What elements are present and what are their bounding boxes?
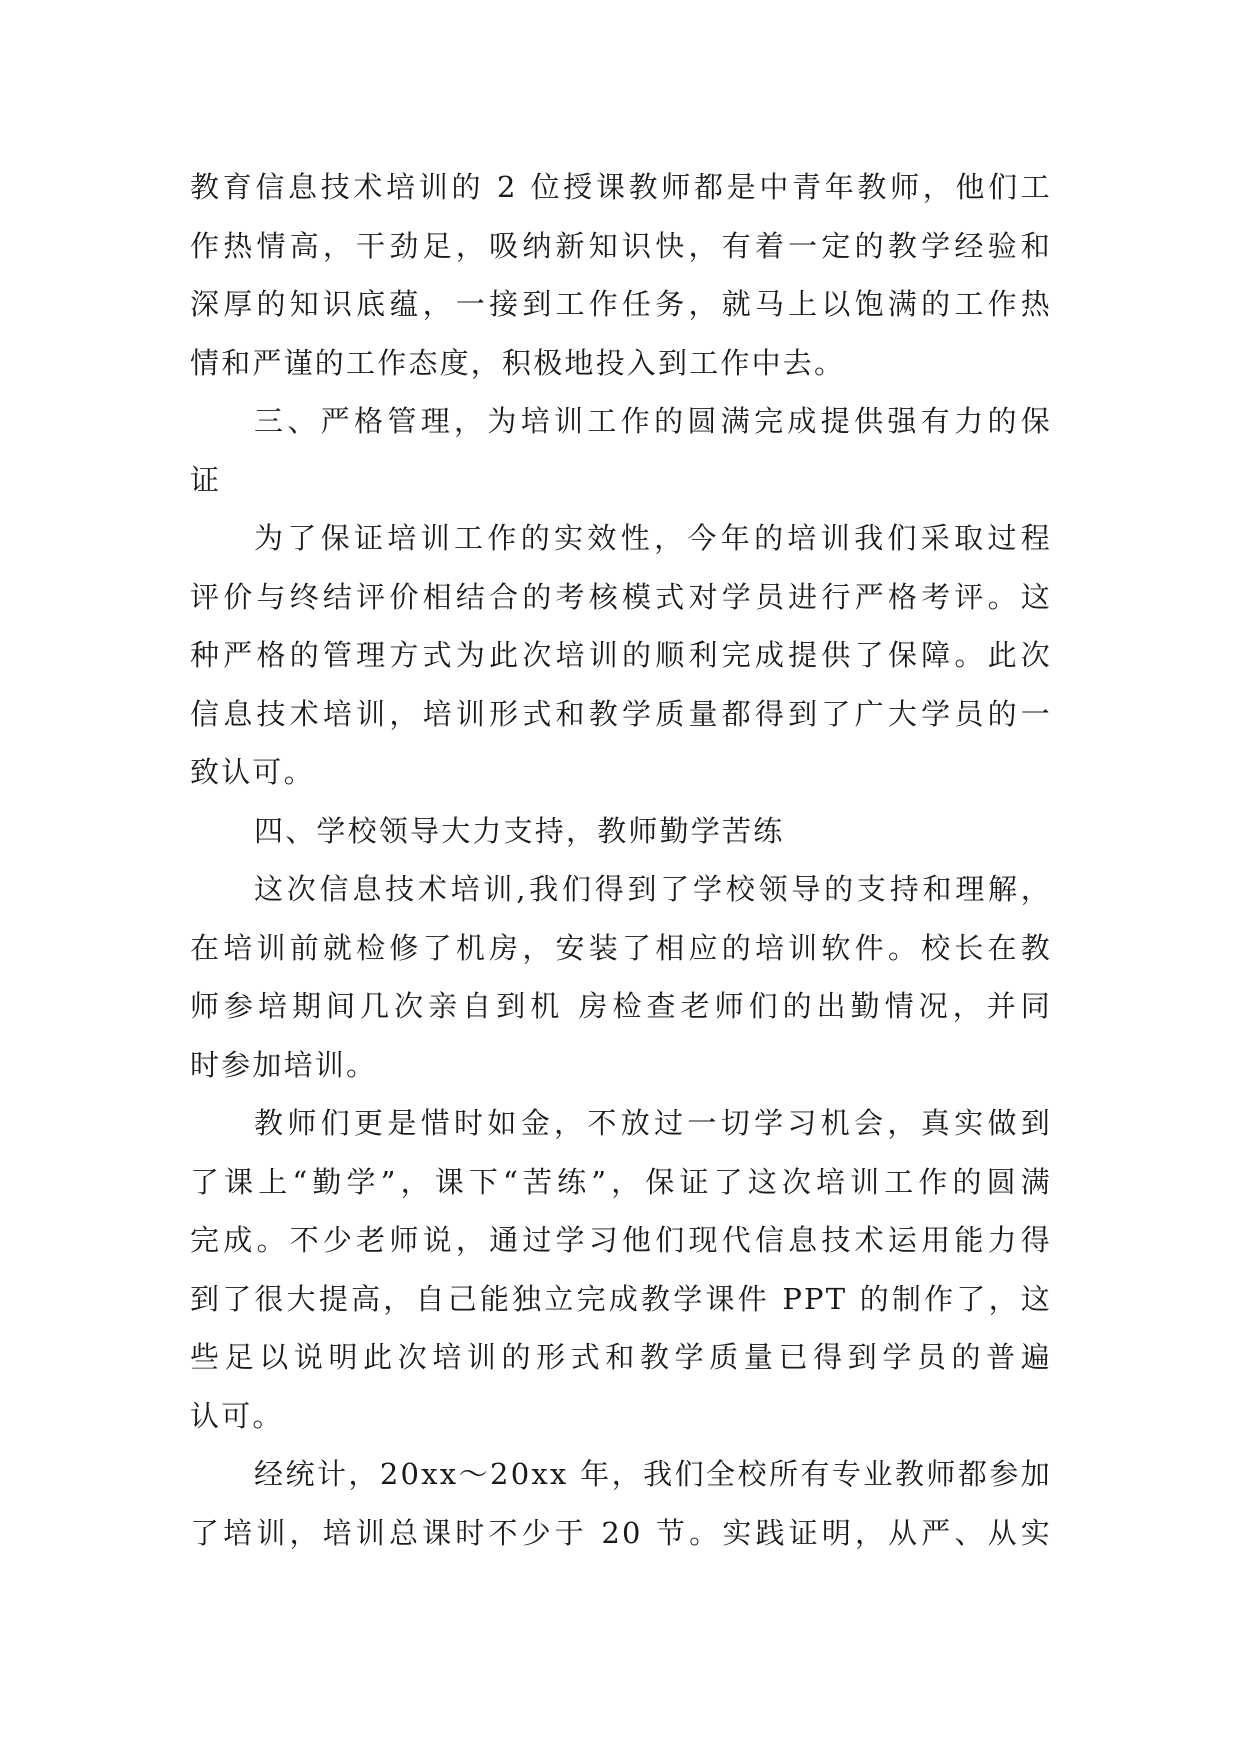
text-line: 深厚的知识底蕴，一接到工作任务，就马上以饱满的工作热	[190, 287, 1052, 321]
text-line: 些足以说明此次培训的形式和教学质量已得到学员的普遍	[190, 1340, 1052, 1374]
text-line: 教师们更是惜时如金，不放过一切学习机会，真实做到	[254, 1106, 1052, 1140]
text-line: 到了很大提高，自己能独立完成教学课件 PPT 的制作了，这	[190, 1281, 1052, 1316]
text-line: 四、学校领导大力支持，教师勤学苦练	[254, 813, 785, 848]
text-line: 经统计，20xx～20xx 年，我们全校所有专业教师都参加	[254, 1457, 1052, 1491]
text-line: 信息技术培训，培训形式和教学质量都得到了广大学员的一	[190, 696, 1052, 731]
text-line: 了培训，培训总课时不少于 20 节。实践证明，从严、从实	[190, 1515, 1052, 1550]
text-line: 为了保证培训工作的实效性，今年的培训我们采取过程	[254, 521, 1052, 555]
text-line: 教育信息技术培训的 2 位授课教师都是中青年教师，他们工	[190, 170, 1052, 204]
text-line: 这次信息技术培训,我们得到了学校领导的支持和理解，	[254, 872, 1052, 906]
text-line: 作热情高，干劲足，吸纳新知识快，有着一定的教学经验和	[190, 228, 1052, 263]
text-line: 种严格的管理方式为此次培训的顺利完成提供了保障。此次	[190, 638, 1052, 672]
text-line: 完成。不少老师说，通过学习他们现代信息技术运用能力得	[190, 1223, 1052, 1257]
text-line: 三、严格管理，为培训工作的圆满完成提供强有力的保	[254, 404, 1052, 438]
text-line: 评价与终结评价相结合的考核模式对学员进行严格考评。这	[190, 579, 1052, 614]
document-body	[190, 158, 1052, 1562]
text-line: 师参培期间几次亲自到机 房检查老师们的出勤情况，并同	[190, 989, 1052, 1023]
text-line: 时参加培训。	[190, 1047, 378, 1082]
text-line: 认可。	[190, 1398, 284, 1433]
text-line: 情和严谨的工作态度，积极地投入到工作中去。	[190, 345, 846, 380]
text-line: 致认可。	[190, 755, 315, 789]
text-line: 了课上“勤学”，课下“苦练”，保证了这次培训工作的圆满	[190, 1164, 1052, 1199]
text-line: 在培训前就检修了机房，安装了相应的培训软件。校长在教	[190, 930, 1052, 965]
text-line: 证	[190, 462, 222, 497]
